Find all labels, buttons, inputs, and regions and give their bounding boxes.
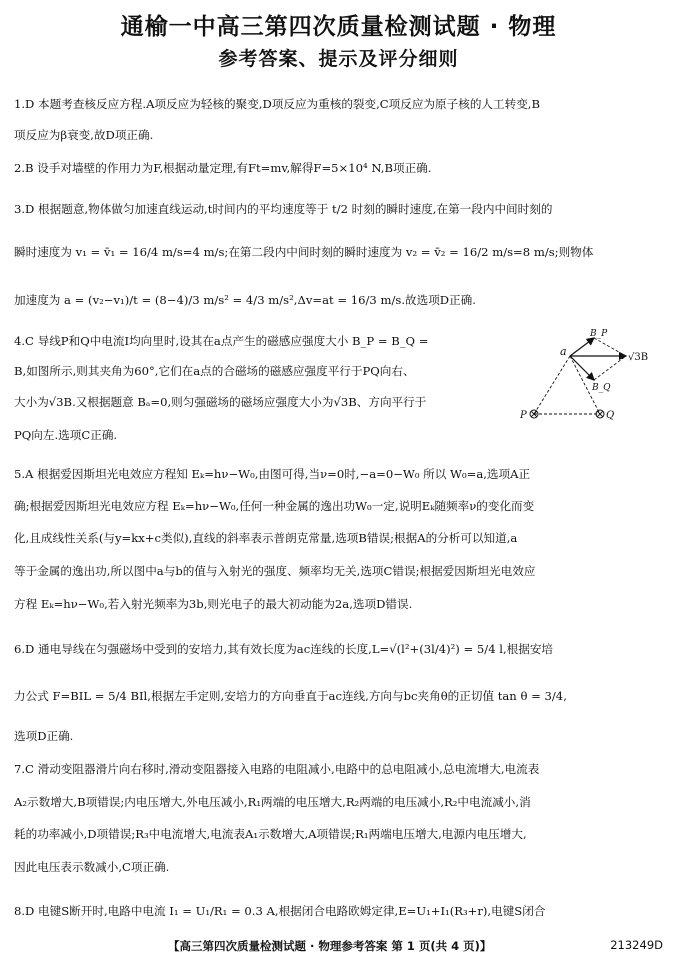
answer-6-line-1: 6.D 通电导线在匀强磁场中受到的安培力,其有效长度为ac连线的长度,L=√(l²+(3l/4)²) = 5/4 l,根据安培 bbox=[14, 642, 554, 656]
footer-doc-code: 213249D bbox=[610, 938, 663, 952]
answer-7-line-1: 7.C 滑动变阻器滑片向右移时,滑动变阻器接入电路的电阻减小,电路中的总电阻减小,总电流增大,电流表 bbox=[14, 762, 540, 776]
bq-label: B_Q bbox=[592, 383, 611, 393]
answer-5-line-4: 等于金属的逸出功,所以图中a与b的值与入射光的强度、频率均无关,选项C错误;根据爱因斯坦光电效应 bbox=[14, 564, 536, 578]
bp-vector bbox=[570, 338, 594, 356]
answer-6-line-3: 选项D正确. bbox=[14, 729, 74, 743]
magnetic-field-diagram bbox=[514, 328, 664, 430]
answer-3-line-1: 3.D 根据题意,物体做匀加速直线运动,t时间内的平均速度等于 t/2 时刻的瞬时速度,在第一段内中间时刻的 bbox=[14, 202, 553, 216]
point-a-label: a bbox=[560, 345, 567, 358]
p-label: P bbox=[520, 410, 527, 421]
answer-8-line-1: 8.D 电键S断开时,电路中电流 I₁ = U₁/R₁ = 0.3 A,根据闭合电路欧姆定律,E=U₁+I₁(R₃+r),电键S闭合 bbox=[14, 904, 546, 918]
page-subtitle: 参考答案、提示及评分细则 bbox=[218, 48, 459, 70]
answer-4-line-4: PQ向左.选项C正确. bbox=[14, 428, 118, 442]
answer-5-line-5: 方程 Eₖ=hν−W₀,若入射光频率为3b,则光电子的最大初动能为2a,选项D错误. bbox=[14, 597, 413, 611]
answer-7-line-3: 耗的功率减小,D项错误;R₃中电流增大,电流表A₁示数增大,A项错误;R₁两端电压增大,电源内电压增大, bbox=[14, 827, 527, 841]
answer-4-line-2: B,如图所示,则其夹角为60°,它们在a点的合磁场的磁感应强度平行于PQ向右、 bbox=[14, 364, 415, 378]
answer-5-line-2: 确;根据爱因斯坦光电效应方程 Eₖ=hν−W₀,任何一种金属的逸出功W₀一定,说明Eₖ随频率ν的变化而变 bbox=[14, 499, 535, 513]
wire-q-symbol bbox=[596, 410, 604, 418]
answer-2-line-1: 2.B 设手对墙壁的作用力为F,根据动量定理,有Ft=mv,解得F=5×10⁴ N,B项正确. bbox=[14, 161, 432, 175]
bq-vector bbox=[570, 356, 594, 380]
answer-3-line-2: 瞬时速度为 v₁ = v̄₁ = 16/4 m/s=4 m/s;在第二段内中间时刻的瞬时速度为 v₂ = v̄₂ = 16/2 m/s=8 m/s;则物体 bbox=[14, 245, 594, 259]
answer-7-line-4: 因此电压表示数减小,C项正确. bbox=[14, 860, 170, 874]
answer-4-line-3: 大小为√3B.又根据题意 Bₐ=0,则匀强磁场的磁场应强度大小为√3B、方向平行于 bbox=[14, 395, 427, 409]
answer-1-line-1: 1.D 本题考查核反应方程.A项反应为轻核的聚变,D项反应为重核的裂变,C项反应为原子核的人工转变,B bbox=[14, 97, 541, 111]
sum-label: √3B bbox=[628, 352, 649, 363]
answer-1-line-2: 项反应为β衰变,故D项正确. bbox=[14, 128, 154, 142]
bp-label: B_P bbox=[590, 329, 608, 339]
answer-3-line-3: 加速度为 a = (v₂−v₁)/t = (8−4)/3 m/s² = 4/3 m/s²,Δv=at = 16/3 m/s.故选项D正确. bbox=[14, 293, 476, 307]
page-title: 通榆一中高三第四次质量检测试题 · 物理 bbox=[120, 14, 557, 40]
q-label: Q bbox=[606, 410, 615, 421]
answer-5-line-1: 5.A 根据爱因斯坦光电效应方程知 Eₖ=hν−W₀,由图可得,当ν=0时,−a=0−W₀ 所以 W₀=a,选项A正 bbox=[14, 467, 531, 481]
answer-6-line-2: 力公式 F=BIL = 5/4 BIl,根据左手定则,安培力的方向垂直于ac连线,方向与bc夹角θ的正切值 tan θ = 3/4, bbox=[14, 689, 567, 703]
answer-4-line-1: 4.C 导线P和Q中电流I均向里时,设其在a点产生的磁感应强度大小 B_P = B_Q = bbox=[14, 334, 429, 348]
answer-7-line-2: A₂示数增大,B项错误;内电压增大,外电压减小,R₁两端的电压增大,R₂两端的电压减小,R₂中电流减小,消 bbox=[14, 795, 531, 809]
footer-page-info: 【高三第四次质量检测试题 · 物理参考答案 第 1 页(共 4 页)】 bbox=[168, 939, 492, 953]
answer-5-line-3: 化,且成线性关系(与y=kx+c类似),直线的斜率表示普朗克常量,选项B错误;根据A的分析可以知道,a bbox=[14, 531, 518, 545]
